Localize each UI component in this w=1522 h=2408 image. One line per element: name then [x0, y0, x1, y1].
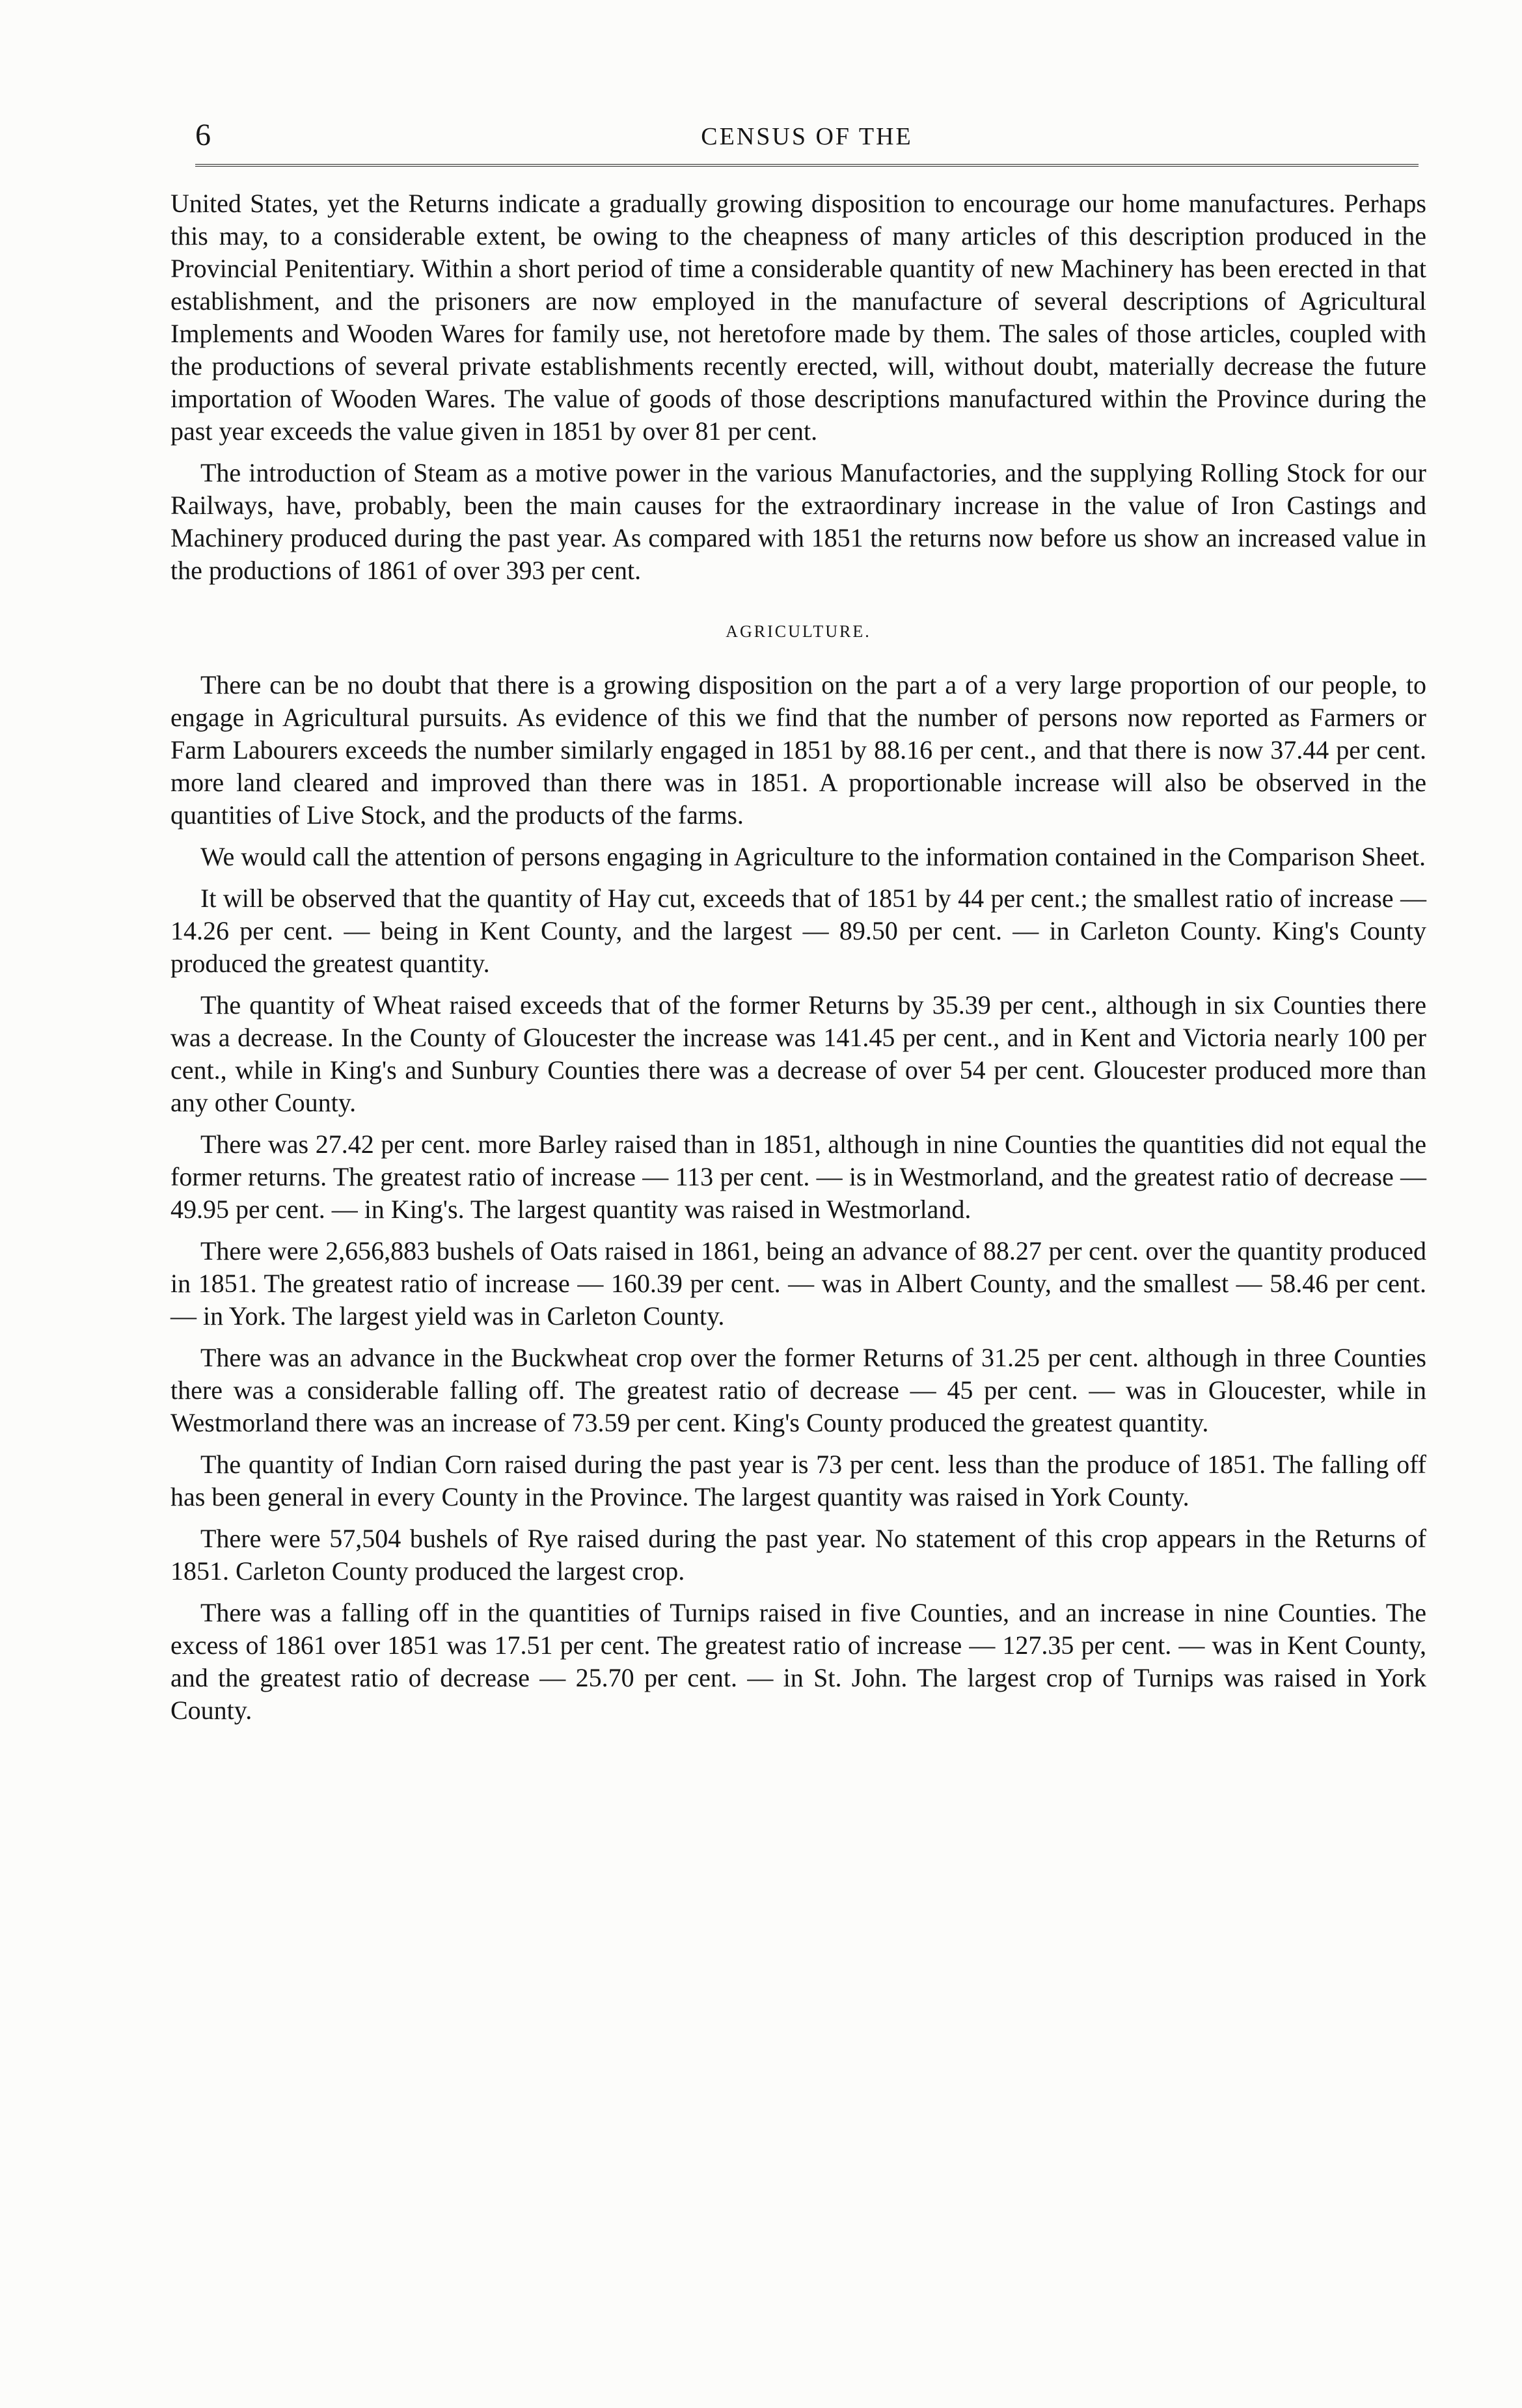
paragraph: We would call the attention of persons engaging in Agriculture to the information contained in the Comparison Sheet.	[200, 842, 1426, 871]
paragraph: United States, yet the Returns indicate a gradually growing disposition to encourage our home manufactures. Perhaps this may, to a considerable extent, be owing to the cheapness of many articles of this description produced in the Provincial Penitentiary. Within a short period of time a considerable quantity of new Machinery has been erected in that establishment, and the prisoners are now employed in the manufacture of several descriptions of Agricultural Implements and Wooden Wares for family use, not heretofore made by them. The sales of those articles, coupled with the productions of several private establishments recently erected, will, without doubt, materially decrease the future importation of Wooden Wares. The value of goods of those descriptions manufactured within the Province during the past year exceeds the value given in 1851 by over 81 per cent.	[170, 189, 1426, 446]
running-title: CENSUS OF THE	[701, 123, 913, 150]
paragraph: There were 2,656,883 bushels of Oats raised in 1861, being an advance of 88.27 per cent. over the quantity produced in 1851. The greatest ratio of increase — 160.39 per cent. — was in Albert County, and the smallest — 58.46 per cent. — in York. The largest yield was in Carleton County.	[170, 1236, 1426, 1331]
paragraph: There can be no doubt that there is a growing disposition on the part a of a very large proportion of our people, to engage in Agricultural pursuits. As evidence of this we find that the number of persons now reported as Farmers or Farm Labourers exceeds the number similarly engaged in 1851 by 88.16 per cent., and that there is now 37.44 per cent. more land cleared and improved than there was in 1851. A proportionable increase will also be observed in the quantities of Live Stock, and the products of the farms.	[170, 670, 1426, 830]
paragraph: There was an advance in the Buckwheat crop over the former Returns of 31.25 per cent. although in three Counties there was a considerable falling off. The greatest ratio of decrease — 45 per cent. — was in Gloucester, while in Westmorland there was an increase of 73.59 per cent. King's County produced the greatest quantity.	[170, 1343, 1426, 1437]
paragraph: There was 27.42 per cent. more Barley raised than in 1851, although in nine Counties the quantities did not equal the former returns. The greatest ratio of increase — 113 per cent. — is in Westmorland, and the greatest ratio of decrease — 49.95 per cent. — in King's. The largest quantity was raised in Westmorland.	[170, 1130, 1426, 1224]
page-body	[170, 187, 1426, 1736]
paragraph: It will be observed that the quantity of Hay cut, exceeds that of 1851 by 44 per cent.; the smallest ratio of increase — 14.26 per cent. — being in Kent County, and the largest — 89.50 per cent. — in Carleton County. King's County produced the greatest quantity.	[170, 884, 1426, 978]
paragraph: The quantity of Indian Corn raised during the past year is 73 per cent. less than the produce of 1851. The falling off has been general in every County in the Province. The largest quantity was raised in York County.	[170, 1450, 1426, 1511]
paragraph: The quantity of Wheat raised exceeds that of the former Returns by 35.39 per cent., although in six Counties there was a decrease. In the County of Gloucester the increase was 141.45 per cent., and in Kent and Victoria nearly 100 per cent., while in King's and Sunbury Counties there was a decrease of over 54 per cent. Gloucester produced more than any other County.	[170, 990, 1426, 1117]
paragraph: There were 57,504 bushels of Rye raised during the past year. No statement of this crop appears in the Returns of 1851. Carleton County produced the largest crop.	[170, 1524, 1426, 1586]
section-heading: AGRICULTURE.	[726, 622, 871, 641]
paragraph: There was a falling off in the quantities of Turnips raised in five Counties, and an increase in nine Counties. The excess of 1861 over 1851 was 17.51 per cent. The greatest ratio of increase — 127.35 per cent. — was in Kent County, and the greatest ratio of decrease — 25.70 per cent. — in St. John. The largest crop of Turnips was raised in York County.	[170, 1598, 1426, 1725]
page-header	[195, 117, 1419, 156]
page-number: 6	[195, 118, 211, 152]
paragraph: The introduction of Steam as a motive power in the various Manufactories, and the supplying Rolling Stock for our Railways, have, probably, been the main causes for the extraordinary increase in the value of Iron Castings and Machinery produced during the past year. As compared with 1851 the returns now before us show an increased value in the productions of 1861 of over 393 per cent.	[170, 458, 1426, 585]
header-rule	[195, 164, 1419, 167]
